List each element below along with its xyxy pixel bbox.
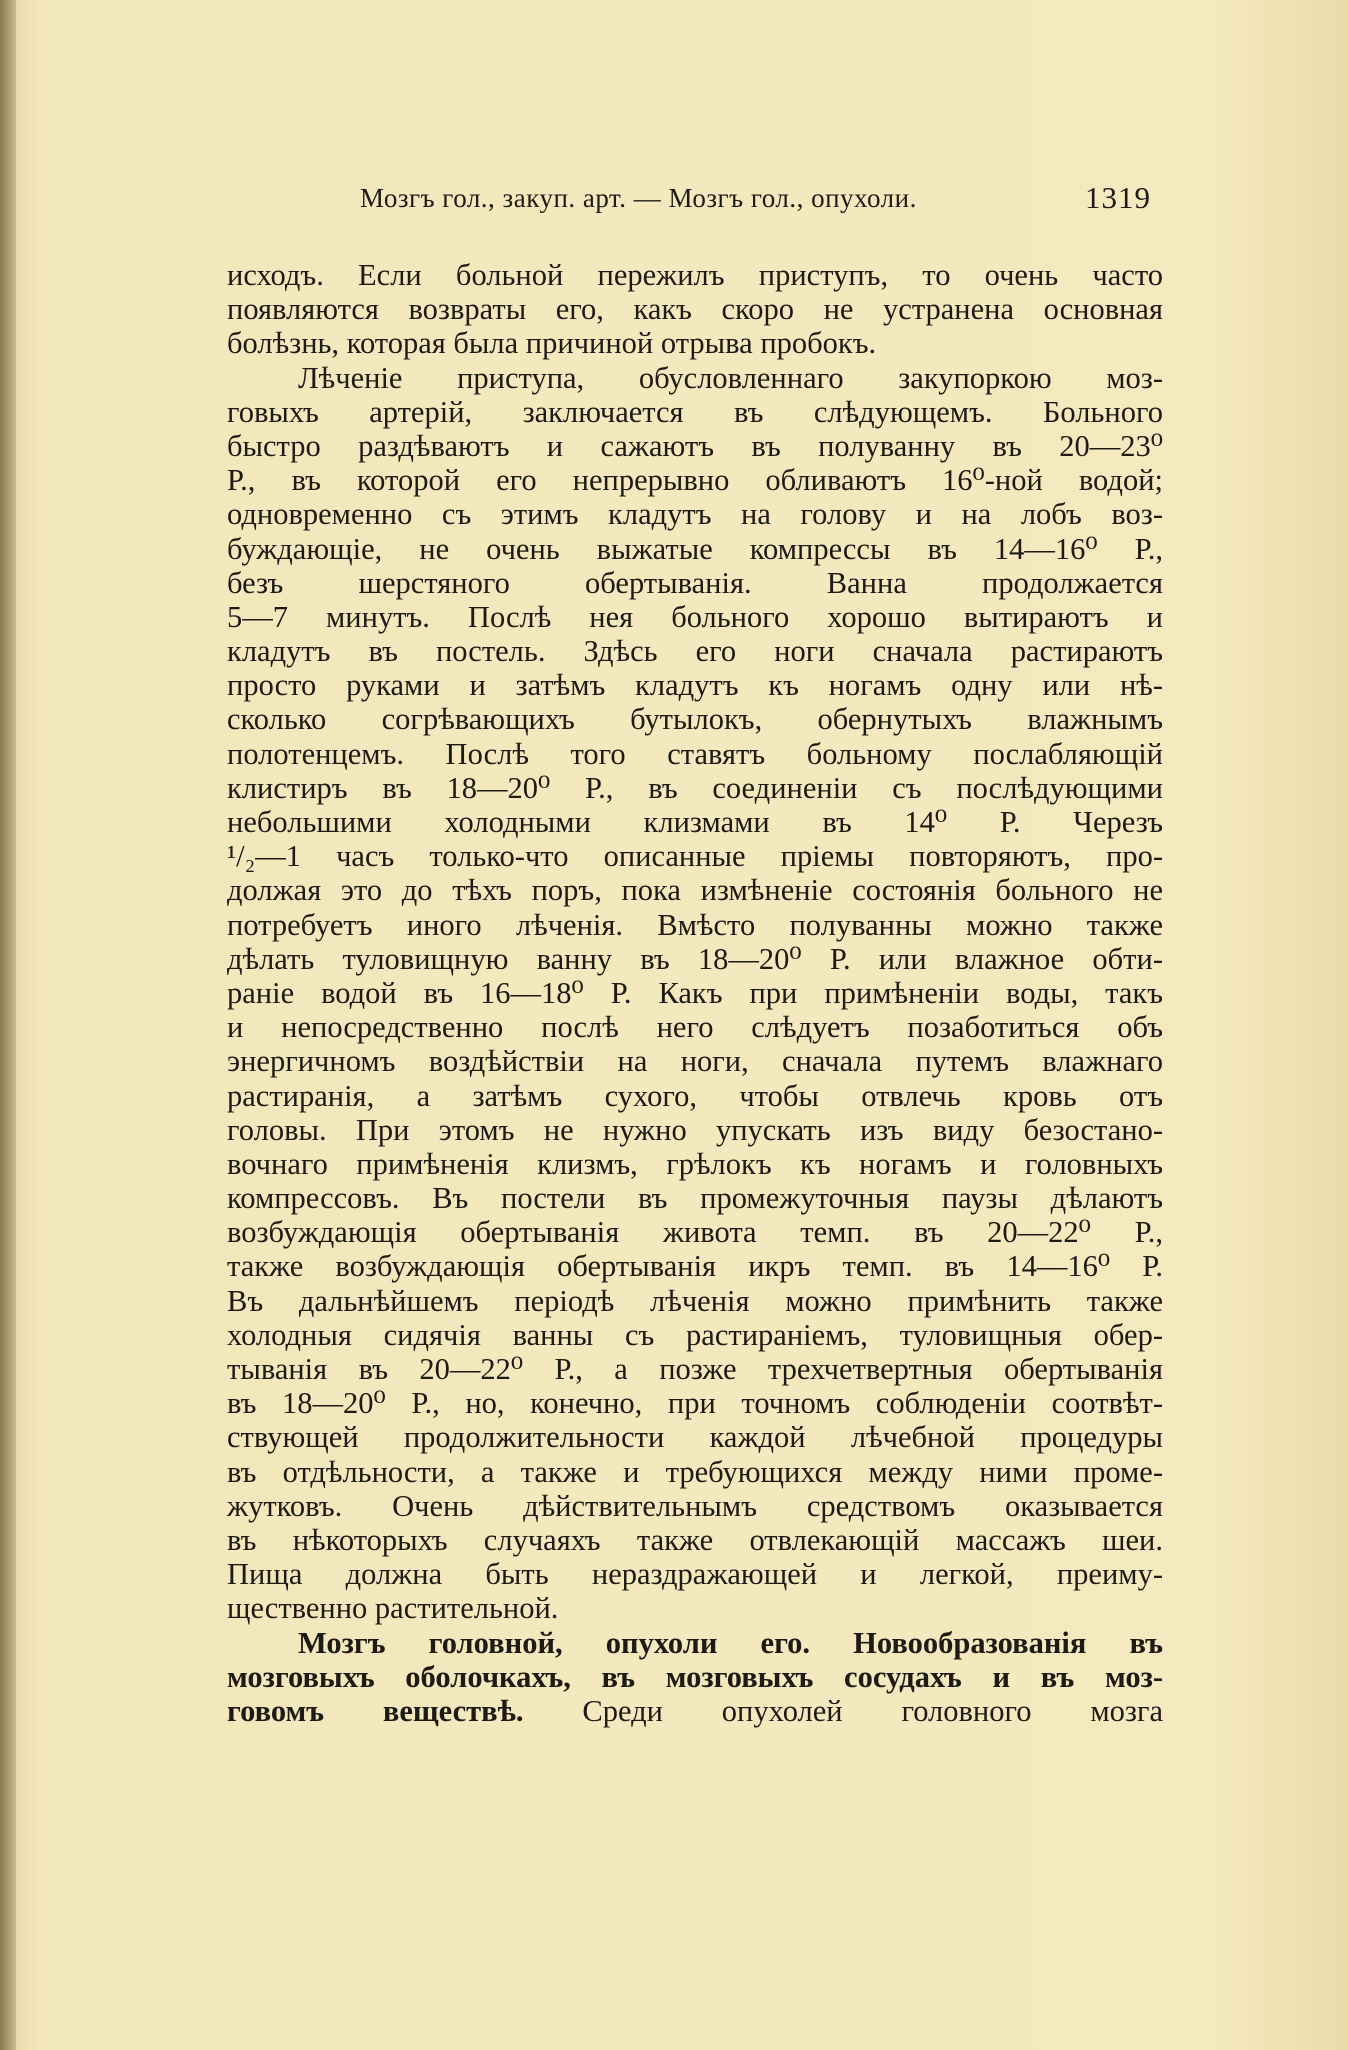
- text-line: Лѣченіе приступа, обусловленнаго закупоркою моз-: [298, 360, 1163, 395]
- text-line: должая это до тѣхъ поръ, пока измѣненіе состоянія больного не: [227, 873, 1163, 908]
- text-line: 5—7 минутъ. Послѣ нея больного хорошо вытираютъ и: [227, 599, 1163, 634]
- text-line: говыхъ артерій, заключается въ слѣдующемъ. Больного: [227, 394, 1163, 429]
- text-line: быстро раздѣваютъ и сажаютъ въ полуванну въ 20—23⁰: [227, 428, 1163, 463]
- text-line: буждающіе, не очень выжатые компрессы въ 14—16⁰ Р.,: [227, 531, 1163, 566]
- text-line: компрессовъ. Въ постели въ промежуточныя паузы дѣлаютъ: [227, 1181, 1163, 1216]
- text-line: просто руками и затѣмъ кладутъ къ ногамъ одну или нѣ-: [227, 668, 1163, 703]
- text-line: тыванія въ 20—22⁰ Р., а позже трехчетвертныя обертыванія: [227, 1352, 1163, 1386]
- body-text: [227, 258, 1163, 1728]
- text-line: болѣзнь, которая была причиной отрыва пробокъ.: [227, 326, 877, 361]
- text-line: растиранія, а затѣмъ сухого, чтобы отвлечь кровь отъ: [227, 1078, 1163, 1113]
- page-number: 1319: [1085, 180, 1151, 215]
- text-line: потребуетъ иного лѣченія. Вмѣсто полуванны можно также: [227, 907, 1163, 942]
- running-header: [360, 180, 1160, 215]
- text-line: появляются возвраты его, какъ скоро не устранена основная: [227, 292, 1163, 327]
- text-line: ¹/₂—1 часъ только-что описанные пріемы повторяютъ, про-: [227, 839, 1163, 874]
- text-line: въ отдѣльности, а также и требующихся между ними проме-: [227, 1454, 1163, 1489]
- text-line: клистиръ въ 18—20⁰ Р., въ соединеніи съ послѣдующими: [227, 770, 1163, 805]
- text-line: раніе водой въ 16—18⁰ Р. Какъ при примѣненіи воды, такъ: [227, 975, 1163, 1010]
- text-line: также возбуждающія обертыванія икръ темп. въ 14—16⁰ Р.: [227, 1249, 1163, 1284]
- text-line: въ нѣкоторыхъ случаяхъ также отвлекающій массажъ шеи.: [227, 1522, 1163, 1557]
- section-heading-tail: говомъ веществѣ.: [227, 1693, 524, 1728]
- text-line: щественно растительной.: [227, 1591, 559, 1626]
- text-line: исходъ. Если больной пережилъ приступъ, то очень часто: [227, 258, 1163, 292]
- text-line: Пища должна быть нераздражающей и легкой, преиму-: [227, 1557, 1163, 1592]
- running-title: Мозгъ гол., закуп. арт. — Мозгъ гол., опухоли.: [360, 183, 917, 213]
- section-heading-line: мозговыхъ оболочкахъ, въ мозговыхъ сосудахъ и въ моз-: [227, 1659, 1163, 1694]
- text-line: холодныя сидячія ванны съ растираніемъ, туловищныя обер-: [227, 1317, 1163, 1352]
- text-line: сколько согрѣвающихъ бутылокъ, обернутыхъ влажнымъ: [227, 702, 1163, 737]
- section-heading-line: Мозгъ головной, опухоли его. Новообразованія въ: [298, 1625, 1163, 1660]
- section-heading-line: [227, 1694, 1163, 1728]
- text-line: жутковъ. Очень дѣйствительнымъ средствомъ оказывается: [227, 1488, 1163, 1523]
- text-line: кладутъ въ постель. Здѣсь его ноги сначала растираютъ: [227, 634, 1163, 669]
- section-text-start: Среди опухолей головного мозга: [523, 1693, 1163, 1728]
- text-line: вочнаго примѣненія клизмъ, грѣлокъ къ ногамъ и головныхъ: [227, 1146, 1163, 1181]
- text-line: безъ шерстяного обертыванія. Ванна продолжается: [227, 565, 1163, 600]
- text-line: одновременно съ этимъ кладутъ на голову и на лобъ воз-: [227, 497, 1163, 532]
- text-line: небольшими холодными клизмами въ 14⁰ Р. Черезъ: [227, 805, 1163, 839]
- text-line: дѣлать туловищную ванну въ 18—20⁰ Р. или влажное обти-: [227, 941, 1163, 976]
- text-line: возбуждающія обертыванія живота темп. въ 20—22⁰ Р.,: [227, 1215, 1163, 1250]
- text-line: Въ дальнѣйшемъ періодѣ лѣченія можно примѣнить также: [227, 1283, 1163, 1318]
- book-spine-edge: [0, 0, 16, 2050]
- text-line: ствующей продолжительности каждой лѣчебной процедуры: [227, 1420, 1163, 1455]
- text-line: въ 18—20⁰ Р., но, конечно, при точномъ соблюденіи соотвѣт-: [227, 1386, 1163, 1421]
- text-line: и непосредственно послѣ него слѣдуетъ позаботиться объ: [227, 1010, 1163, 1045]
- text-line: Р., въ которой его непрерывно обливаютъ 16⁰-ной водой;: [227, 463, 1163, 498]
- text-line: полотенцемъ. Послѣ того ставятъ больному послабляющій: [227, 736, 1163, 771]
- text-line: энергичномъ воздѣйствіи на ноги, сначала путемъ влажнаго: [227, 1044, 1163, 1079]
- text-line: головы. При этомъ не нужно упускать изъ виду безостано-: [227, 1112, 1163, 1147]
